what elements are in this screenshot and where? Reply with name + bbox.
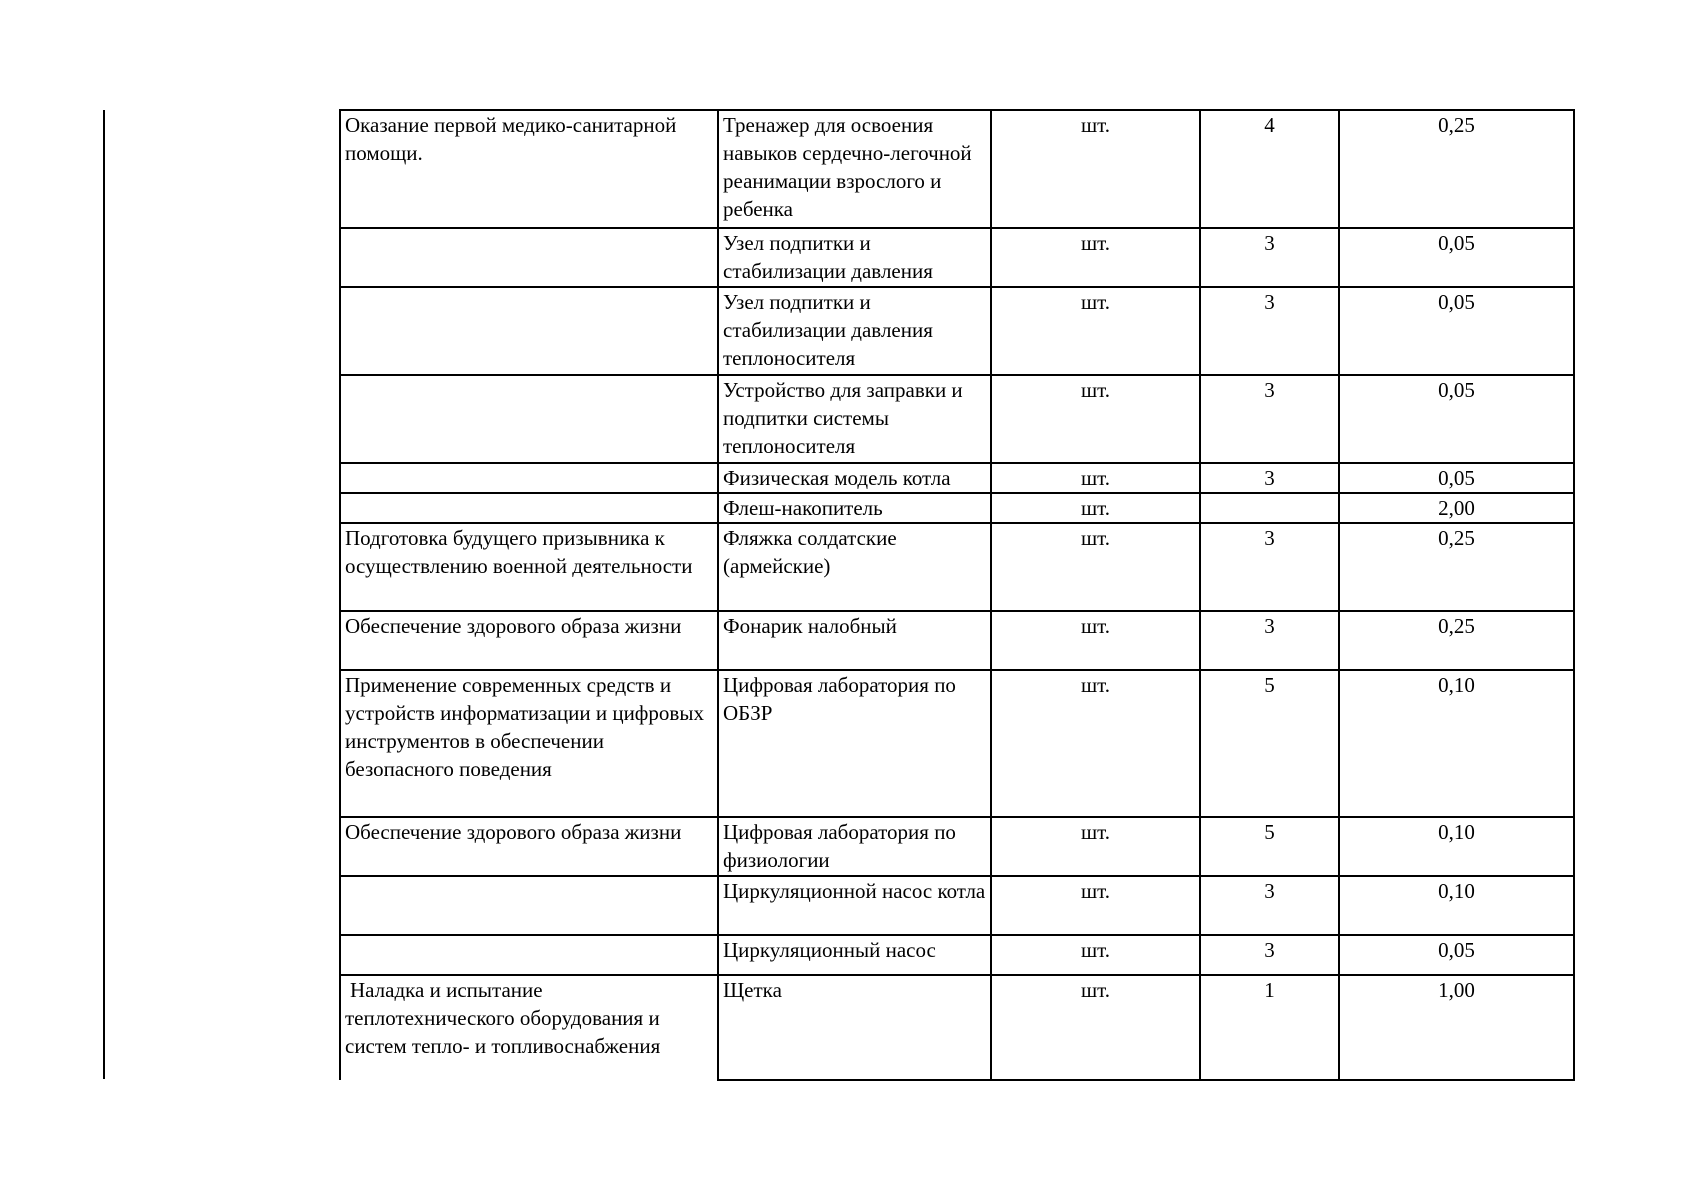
quantity-cell: 4: [1200, 110, 1339, 228]
topic-cell: Обеспечение здорового образа жизни: [340, 611, 718, 670]
norm-cell: 0,10: [1339, 817, 1574, 876]
margin-rule: [103, 110, 105, 1079]
unit-cell: шт.: [991, 670, 1200, 817]
item-cell: Циркуляционный насос: [718, 935, 991, 975]
table-row: [340, 375, 1574, 463]
norm-cell: 0,25: [1339, 110, 1574, 228]
norm-cell: 0,10: [1339, 876, 1574, 935]
item-cell: Фляжка солдатские (армейские): [718, 523, 991, 611]
quantity-cell: 3: [1200, 523, 1339, 611]
topic-cell: [340, 228, 718, 287]
unit-cell: шт.: [991, 876, 1200, 935]
item-cell: Цифровая лаборатория по ОБЗР: [718, 670, 991, 817]
unit-cell: шт.: [991, 975, 1200, 1080]
table-row: [340, 110, 1574, 228]
item-cell: Щетка: [718, 975, 991, 1080]
quantity-cell: 3: [1200, 935, 1339, 975]
item-cell: Физическая модель котла: [718, 463, 991, 493]
unit-cell: шт.: [991, 463, 1200, 493]
topic-text: Наладка и испытание теплотехнического оборудования и систем тепло- и топливоснабжения: [345, 978, 661, 1058]
quantity-cell: 3: [1200, 611, 1339, 670]
quantity-cell: 3: [1200, 463, 1339, 493]
item-cell: Тренажер для освоения навыков сердечно-легочной реанимации взрослого и ребенка: [718, 110, 991, 228]
topic-cell: Обеспечение здорового образа жизни: [340, 817, 718, 876]
unit-cell: шт.: [991, 817, 1200, 876]
item-cell: Флеш-накопитель: [718, 493, 991, 523]
unit-cell: шт.: [991, 228, 1200, 287]
topic-cell: [340, 493, 718, 523]
topic-cell: [340, 375, 718, 463]
item-cell: Узел подпитки и стабилизации давления теплоносителя: [718, 287, 991, 375]
quantity-cell: 1: [1200, 975, 1339, 1080]
quantity-cell: 3: [1200, 375, 1339, 463]
table-row: [340, 493, 1574, 523]
table-row: [340, 523, 1574, 611]
norm-cell: 0,10: [1339, 670, 1574, 817]
table-row: [340, 935, 1574, 975]
topic-cell: [340, 935, 718, 975]
unit-cell: шт.: [991, 287, 1200, 375]
norm-cell: 0,05: [1339, 228, 1574, 287]
unit-cell: шт.: [991, 523, 1200, 611]
table-row: [340, 287, 1574, 375]
equipment-table: [339, 109, 1575, 1081]
quantity-cell: 3: [1200, 287, 1339, 375]
table-row: [340, 975, 1574, 1080]
unit-cell: шт.: [991, 611, 1200, 670]
quantity-cell: 3: [1200, 876, 1339, 935]
quantity-cell: 3: [1200, 228, 1339, 287]
table-row: [340, 817, 1574, 876]
topic-cell: [340, 287, 718, 375]
topic-cell: Оказание первой медико-санитарной помощи.: [340, 110, 718, 228]
table-row: [340, 228, 1574, 287]
norm-cell: 1,00: [1339, 975, 1574, 1080]
quantity-cell: 5: [1200, 670, 1339, 817]
norm-cell: 0,05: [1339, 935, 1574, 975]
unit-cell: шт.: [991, 935, 1200, 975]
norm-cell: 0,05: [1339, 375, 1574, 463]
unit-cell: шт.: [991, 493, 1200, 523]
norm-cell: 0,05: [1339, 463, 1574, 493]
item-cell: Цифровая лаборатория по физиологии: [718, 817, 991, 876]
topic-cell: Подготовка будущего призывника к осуществлению военной деятельности: [340, 523, 718, 611]
topic-cell: [340, 876, 718, 935]
norm-cell: 0,25: [1339, 523, 1574, 611]
item-cell: Узел подпитки и стабилизации давления: [718, 228, 991, 287]
unit-cell: шт.: [991, 110, 1200, 228]
table-row: [340, 670, 1574, 817]
table-row: [340, 463, 1574, 493]
table-row: [340, 611, 1574, 670]
topic-cell: Применение современных средств и устройств информатизации и цифровых инструментов в обеспечении безопасного поведения: [340, 670, 718, 817]
norm-cell: 0,25: [1339, 611, 1574, 670]
item-cell: Циркуляционной насос котла: [718, 876, 991, 935]
table-row: [340, 876, 1574, 935]
norm-cell: 0,05: [1339, 287, 1574, 375]
item-cell: Фонарик налобный: [718, 611, 991, 670]
norm-cell: 2,00: [1339, 493, 1574, 523]
topic-cell: [340, 463, 718, 493]
unit-cell: шт.: [991, 375, 1200, 463]
quantity-cell: [1200, 493, 1339, 523]
topic-cell: [340, 975, 718, 1080]
quantity-cell: 5: [1200, 817, 1339, 876]
item-cell: Устройство для заправки и подпитки системы теплоносителя: [718, 375, 991, 463]
